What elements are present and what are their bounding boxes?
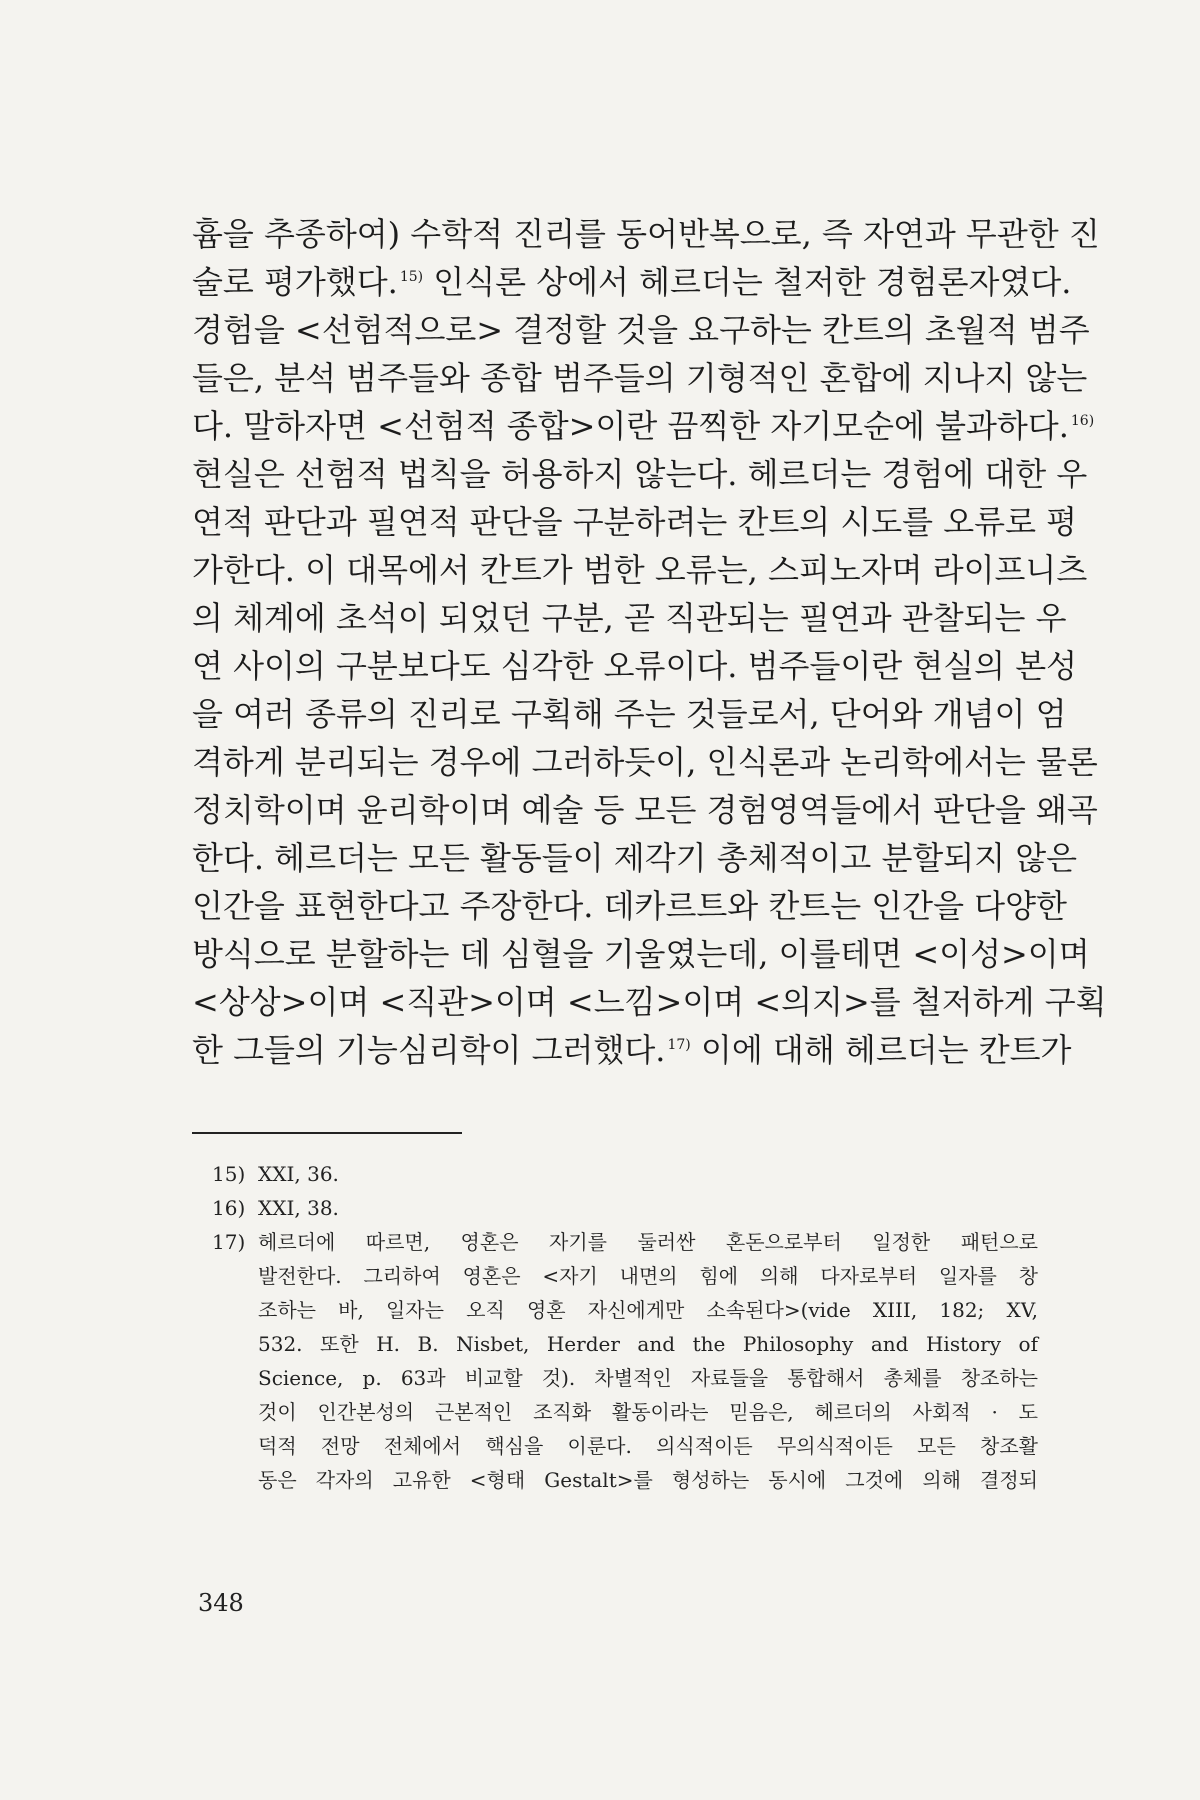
page-number: 348 bbox=[198, 1589, 244, 1617]
footnote-line: 조하는 바, 일자는 오직 영혼 자신에게만 소속된다>(vide XIII, 182; XV, bbox=[258, 1298, 1038, 1322]
text-line: 경험을 <선험적으로> 결정할 것을 요구하는 칸트의 초월적 범주 bbox=[192, 311, 1090, 349]
text-line: 들은, 분석 범주들와 종합 범주들의 기형적인 혼합에 지나지 않는 bbox=[192, 359, 1088, 397]
text-line: 정치학이며 윤리학이며 예술 등 모든 경험영역들에서 판단을 왜곡 bbox=[192, 791, 1098, 829]
footnote-number: 15) bbox=[212, 1162, 246, 1186]
text-line: 을 여러 종류의 진리로 구획해 주는 것들로서, 단어와 개념이 엄 bbox=[192, 695, 1067, 733]
footnote-line: Science, p. 63과 비교할 것). 차별적인 자료들을 통합해서 총체를 창조하는 bbox=[258, 1366, 1038, 1390]
footnote-text bbox=[258, 1157, 1038, 1191]
footnote-line: XXI, 38. bbox=[258, 1196, 339, 1220]
text-line: <상상>이며 <직관>이며 <느낌>이며 <의지>를 철저하게 구획 bbox=[192, 983, 1107, 1021]
text-line: 한다. 헤르더는 모든 활동들이 제각기 총체적이고 분할되지 않은 bbox=[192, 839, 1078, 877]
footnote-line: 532. 또한 H. B. Nisbet, Herder and the Philosophy and History of bbox=[258, 1332, 1038, 1356]
text-line: 의 체계에 초석이 되었던 구분, 곧 직관되는 필연과 관찰되는 우 bbox=[192, 599, 1067, 637]
footnote-text bbox=[258, 1225, 1038, 1497]
footnote-number: 16) bbox=[212, 1196, 246, 1220]
footnote-divider bbox=[192, 1132, 462, 1134]
footnote-marker-17[interactable]: 17) bbox=[667, 1037, 691, 1054]
footnote-15 bbox=[212, 1157, 1038, 1191]
footnote-number: 17) bbox=[212, 1230, 246, 1254]
body-text bbox=[192, 210, 1107, 1074]
text-line: 격하게 분리되는 경우에 그러하듯이, 인식론과 논리학에서는 물론 bbox=[192, 743, 1098, 781]
text-line: 가한다. 이 대목에서 칸트가 범한 오류는, 스피노자며 라이프니츠 bbox=[192, 551, 1088, 589]
text-line: 인간을 표현한다고 주장한다. 데카르트와 칸트는 인간을 다양한 bbox=[192, 887, 1067, 925]
text-line: 현실은 선험적 법칙을 허용하지 않는다. 헤르더는 경험에 대한 우 bbox=[192, 455, 1088, 493]
text-line: 흄을 추종하여) 수학적 진리를 동어반복으로, 즉 자연과 무관한 진 bbox=[192, 215, 1100, 253]
text-line: 술로 평가했다. $^{15)}$ 인식론 상에서 헤르더는 철저한 경험론자였다. bbox=[192, 263, 1072, 301]
footnote-16 bbox=[212, 1191, 1038, 1225]
footnote-line: 덕적 전망 전체에서 핵심을 이룬다. 의식적이든 무의식적이든 모든 창조활 bbox=[258, 1434, 1038, 1458]
text-line: 한 그들의 기능심리학이 그러했다. $^{17)}$ 이에 대해 헤르더는 칸트가 bbox=[192, 1031, 1072, 1069]
footnote-line: XXI, 36. bbox=[258, 1162, 339, 1186]
text-line: 다. 말하자면 <선험적 종합>이란 끔찍한 자기모순에 불과하다. $^{16)}$ bbox=[192, 407, 1095, 445]
footnote-marker-15[interactable]: 15) bbox=[399, 269, 424, 286]
text-line: 연적 판단과 필연적 판단을 구분하려는 칸트의 시도를 오류로 평 bbox=[192, 503, 1078, 541]
footnote-17 bbox=[212, 1225, 1038, 1497]
footnote-line: 발전한다. 그리하여 영혼은 <자기 내면의 힘에 의해 다자로부터 일자를 창 bbox=[258, 1264, 1038, 1288]
footnotes bbox=[212, 1157, 1038, 1497]
text-line: 방식으로 분할하는 데 심혈을 기울였는데, 이를테면 <이성>이며 bbox=[192, 935, 1090, 973]
footnote-text bbox=[258, 1191, 1038, 1225]
footnote-line: 동은 각자의 고유한 <형태 Gestalt>를 형성하는 동시에 그것에 의해 결정되 bbox=[258, 1468, 1038, 1492]
text-line: 연 사이의 구분보다도 심각한 오류이다. 범주들이란 현실의 본성 bbox=[192, 647, 1078, 685]
footnote-line: 헤르더에 따르면, 영혼은 자기를 둘러싼 혼돈으로부터 일정한 패턴으로 bbox=[258, 1230, 1038, 1254]
footnote-line: 것이 인간본성의 근본적인 조직화 활동이라는 믿음은, 헤르더의 사회적 · 도 bbox=[258, 1400, 1038, 1424]
footnote-marker-16[interactable]: 16) bbox=[1070, 413, 1095, 430]
